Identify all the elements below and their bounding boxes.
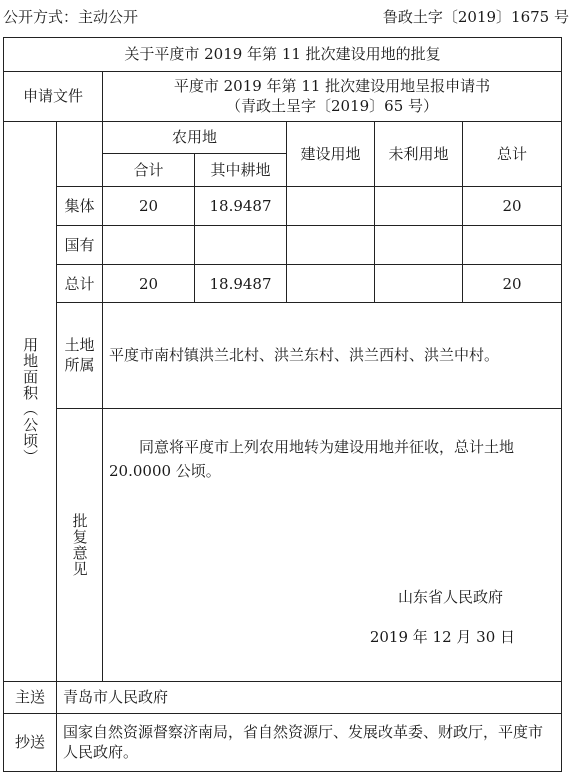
table-row (4, 265, 562, 303)
table-row (4, 226, 562, 265)
construction-land-header: 建设用地 (287, 121, 375, 187)
cell-agri-total: 20 (103, 187, 195, 226)
ownership-label: 土地所属 (64, 336, 95, 375)
cell-arable (195, 226, 287, 265)
ownership-value: 平度市南村镇洪兰北村、洪兰东村、洪兰西村、洪兰中村。 (103, 303, 562, 408)
opinion-label: 批复意见 (70, 512, 89, 577)
unused-land-header: 未利用地 (375, 121, 463, 187)
main-recipient-value: 青岛市人民政府 (57, 681, 562, 713)
opinion-cell (103, 408, 562, 681)
document-title: 关于平度市 2019 年第 11 批次建设用地的批复 (4, 38, 562, 72)
land-area-label: 用地面积（公顷） (21, 337, 40, 466)
table-row (4, 187, 562, 226)
opinion-date: 2019 年 12 月 30 日 (369, 627, 516, 646)
cell-construction (287, 265, 375, 303)
arable-land-header: 其中耕地 (195, 153, 287, 187)
cc-label: 抄送 (4, 713, 57, 771)
cell-construction (287, 187, 375, 226)
cell-arable: 18.9487 (195, 187, 287, 226)
opinion-signer: 山东省人民政府 (398, 587, 504, 606)
cell-unused (375, 226, 463, 265)
cell-total (463, 226, 562, 265)
cell-total: 20 (463, 265, 562, 303)
main-recipient-label: 主送 (4, 681, 57, 713)
row-label: 总计 (57, 265, 103, 303)
grand-total-header: 总计 (463, 121, 562, 187)
application-value (103, 71, 562, 121)
cell-total: 20 (463, 187, 562, 226)
opinion-label-cell (57, 408, 103, 681)
cell-construction (287, 226, 375, 265)
cell-unused (375, 265, 463, 303)
approval-table (3, 37, 562, 772)
empty-header-cell (57, 121, 103, 187)
application-line2: （青政土呈字〔2019〕65 号） (226, 97, 439, 116)
opinion-text: 同意将平度市上列农用地转为建设用地并征收，总计土地 20.0000 公顷。 (109, 437, 515, 480)
row-label: 国有 (57, 226, 103, 265)
disclosure-method: 公开方式：主动公开 (3, 8, 139, 26)
agri-land-header: 农用地 (103, 121, 287, 153)
row-label: 集体 (57, 187, 103, 226)
cell-unused (375, 187, 463, 226)
cell-agri-total (103, 226, 195, 265)
cc-value: 国家自然资源督察济南局，省自然资源厅、发展改革委、财政厅，平度市人民政府。 (57, 713, 562, 771)
application-label: 申请文件 (4, 71, 103, 121)
document-number: 鲁政土字〔2019〕1675 号 (382, 8, 569, 26)
agri-subtotal-header: 合计 (103, 153, 195, 187)
cell-arable: 18.9487 (195, 265, 287, 303)
application-line1: 平度市 2019 年第 11 批次建设用地呈报申请书 (173, 77, 491, 96)
land-area-label-cell (4, 121, 57, 681)
cell-agri-total: 20 (103, 265, 195, 303)
ownership-label-cell (57, 303, 103, 408)
